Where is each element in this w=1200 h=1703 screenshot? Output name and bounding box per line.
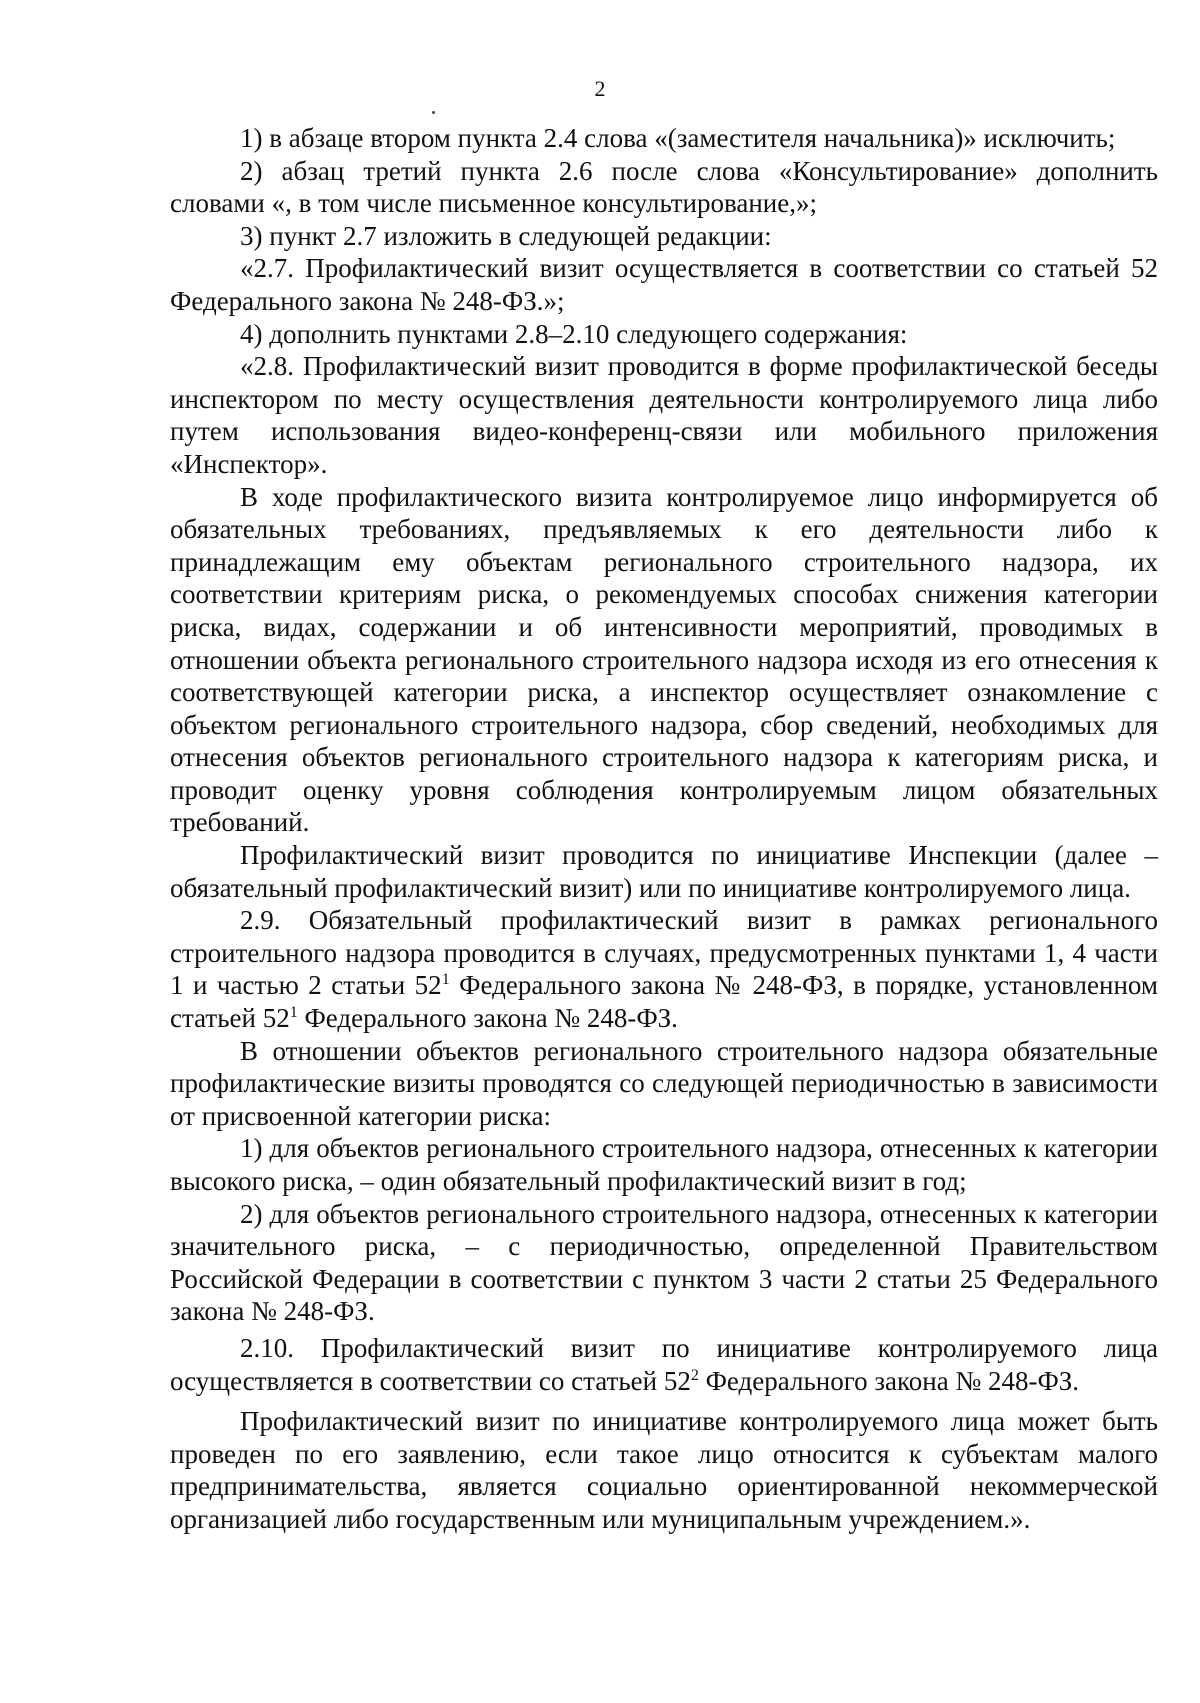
superscript: 1 <box>441 971 450 989</box>
paragraph <box>170 904 1158 1034</box>
paragraph: Профилактический визит проводится по инициативе Инспекции (далее – обязательный профилактический визит) или по инициативе контролируемого лица. <box>170 840 1158 903</box>
paragraph: 3) пункт 2.7 изложить в следующей редакции: <box>240 220 772 251</box>
paragraph-text: 2.10. Профилактический визит по инициативе контролируемого лица осуществляется в соответствии со статьей 52 <box>170 1332 1158 1396</box>
superscript: 2 <box>690 1366 699 1384</box>
paragraph: 2) для объектов регионального строительного надзора, отнесенных к категории значительного риска, – с периодичностью, определенной Правительством Российской Федерации в соответствии с пунктом 3 части 2 статьи 25 Федерального закона № 248-ФЗ. <box>170 1198 1158 1327</box>
page-number: 2 <box>594 76 606 101</box>
paragraph-text: Федерального закона № 248-ФЗ, в порядке, установленном статьей 52 <box>170 970 1158 1034</box>
paragraph: Профилактический визит по инициативе контролируемого лица может быть проведен по его заявлению, если такое лицо относится к субъектам малого предпринимательства, является социально ориентированной некоммерческой организацией либо государственным или муниципальным учреждением.». <box>170 1406 1158 1534</box>
scan-speck <box>432 111 435 114</box>
paragraph-text: Федерального закона № 248-ФЗ. <box>698 1365 1080 1396</box>
paragraph: 2) абзац третий пункта 2.6 после слова «Консультирование» дополнить словами «, в том числе письменное консультирование,»; <box>170 155 1158 219</box>
paragraph: 4) дополнить пунктами 2.8–2.10 следующего содержания: <box>240 318 908 349</box>
document-body <box>170 122 1158 1536</box>
paragraph <box>170 1332 1158 1397</box>
paragraph: «2.8. Профилактический визит проводится в форме профилактической беседы инспектором по месту осуществления деятельности контролируемого лица либо путем использования видео-конференц-связи или мобильного приложения «Инспектор». <box>170 351 1158 479</box>
paragraph: 1) в абзаце втором пункта 2.4 слова «(заместителя начальника)» исключить; <box>240 123 1116 153</box>
paragraph: 1) для объектов регионального строительного надзора, отнесенных к категории высокого риска, – один обязательный профилактический визит в год; <box>170 1133 1158 1196</box>
paragraph: В отношении объектов регионального строительного надзора обязательные профилактические визиты проводятся со следующей периодичностью в зависимости от присвоенной категории риска: <box>170 1035 1158 1131</box>
paragraph: В ходе профилактического визита контролируемое лицо информируется об обязательных требованиях, предъявляемых к его деятельности либо к принадлежащим ему объектам регионального строительного надзора, их соответствии критериям риска, о рекомендуемых способах снижения категории риска, видах, содержании и об интенсивности мероприятий, проводимых в отношении объекта регионального строительного надзора исходя из его отнесения к соответствующей категории риска, а инспектор осуществляет ознакомление с объектом регионального строительного надзора, сбор сведений, необходимых для отнесения объектов регионального строительного надзора к категориям риска, и проводит оценку уровня соблюдения контролируемым лицом обязательных требований. <box>170 481 1158 838</box>
paragraph-text: Федерального закона № 248-ФЗ. <box>297 1003 678 1034</box>
paragraph: «2.7. Профилактический визит осуществляется в соответствии со статьей 52 Федерального закона № 248-ФЗ.»; <box>170 253 1158 316</box>
superscript: 1 <box>289 1004 298 1022</box>
paragraph-text: 2.9. Обязательный профилактический визит в рамках регионального строительного надзора проводится в случаях, предусмотренных пунктами 1, 4 части 1 и частью 2 статьи 52 <box>170 905 1158 1001</box>
